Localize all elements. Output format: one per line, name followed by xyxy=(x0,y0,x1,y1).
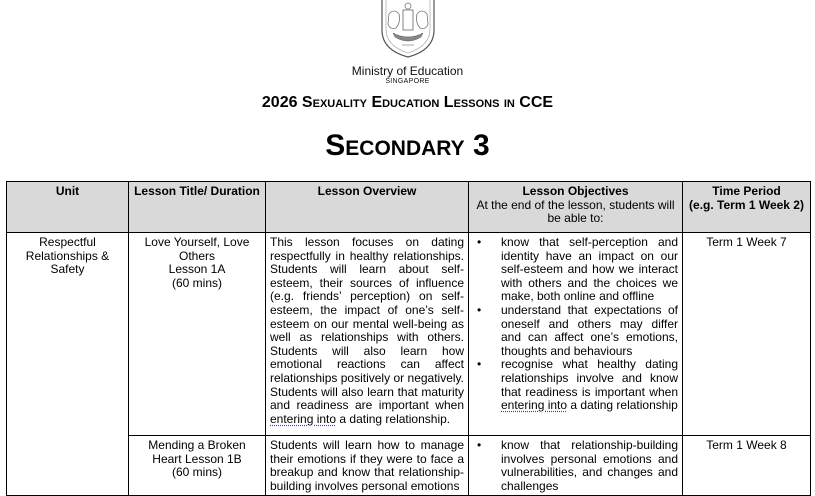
lesson-overview-cell: Students will learn how to manage their emotions if they were to face a breakup and know that relationship-building involves personal emotions xyxy=(266,436,469,496)
document-title: 2026 Sexuality Education Lessons in CCE xyxy=(261,94,554,111)
header-objectives-sub: At the end of the lesson, students will be able to: xyxy=(476,197,675,226)
table-header-row xyxy=(7,182,811,233)
objective-item: • understand that expectations of oneself and others may differ and can affect one’s emotions, thoughts and behaviours xyxy=(473,304,678,358)
lesson-overview-cell xyxy=(266,233,469,436)
overview-text-end: a dating relationship. xyxy=(336,411,451,426)
lesson-title: Love Yourself, Love Others xyxy=(144,235,250,263)
objective-item: • recognise what healthy dating relationships involve and know that readiness is important when entering into a dating relationship xyxy=(473,358,678,412)
header-overview: Lesson Overview xyxy=(266,182,469,233)
objective-item: • know that relationship-building involves personal emotions and vulnerabilities, and changes and challenges xyxy=(473,439,678,493)
objective-item: • know that self-perception and identity have an impact on our self-esteem and how we interact with others and the choices we make, both online and offline xyxy=(473,236,678,304)
lesson-objectives-cell xyxy=(469,436,683,496)
header-time-period-label: Time Period xyxy=(712,184,781,198)
lesson-title-cell xyxy=(129,233,266,436)
time-period-cell: Term 1 Week 7 xyxy=(683,233,811,436)
header-objectives xyxy=(469,182,683,233)
lessons-table xyxy=(6,181,811,496)
lesson-duration: (60 mins) xyxy=(171,465,222,480)
overview-text: This lesson focuses on dating respectfully in healthy relationships. Students will learn about self-esteem, their sources of influence (e.g. friends’ perception) on self-esteem, the impact of one’s self-esteem on our mental well-being as well as relationships with others. Students will also learn how emotional reactions can affect relationships positively or negatively. Students will also learn that maturity and readiness are important when xyxy=(270,235,464,413)
header-lesson-title: Lesson Title/ Duration xyxy=(129,182,266,233)
header-time-period-sub: (e.g. Term 1 Week 2) xyxy=(689,197,804,212)
lesson-title: Mending a Broken Heart Lesson 1B xyxy=(148,438,246,466)
ministry-crest-icon xyxy=(379,0,437,58)
lesson-duration: (60 mins) xyxy=(171,275,222,290)
page-heading: Secondary 3 xyxy=(325,129,490,162)
grammar-flagged-text: entering into xyxy=(270,411,337,426)
ministry-country: SINGAPORE xyxy=(385,78,430,85)
header-unit: Unit xyxy=(7,182,129,233)
header-time-period xyxy=(683,182,811,233)
header-objectives-label: Lesson Objectives xyxy=(522,184,629,198)
ministry-name: Ministry of Education xyxy=(351,64,464,78)
table-row xyxy=(7,233,811,436)
lesson-number: Lesson 1A xyxy=(168,262,226,277)
lesson-title-cell xyxy=(129,436,266,496)
unit-cell: Respectful Relationships & Safety xyxy=(7,233,129,496)
lesson-objectives-cell xyxy=(469,233,683,436)
time-period-cell: Term 1 Week 8 xyxy=(683,436,811,496)
grammar-flagged-text: entering into xyxy=(501,398,568,413)
